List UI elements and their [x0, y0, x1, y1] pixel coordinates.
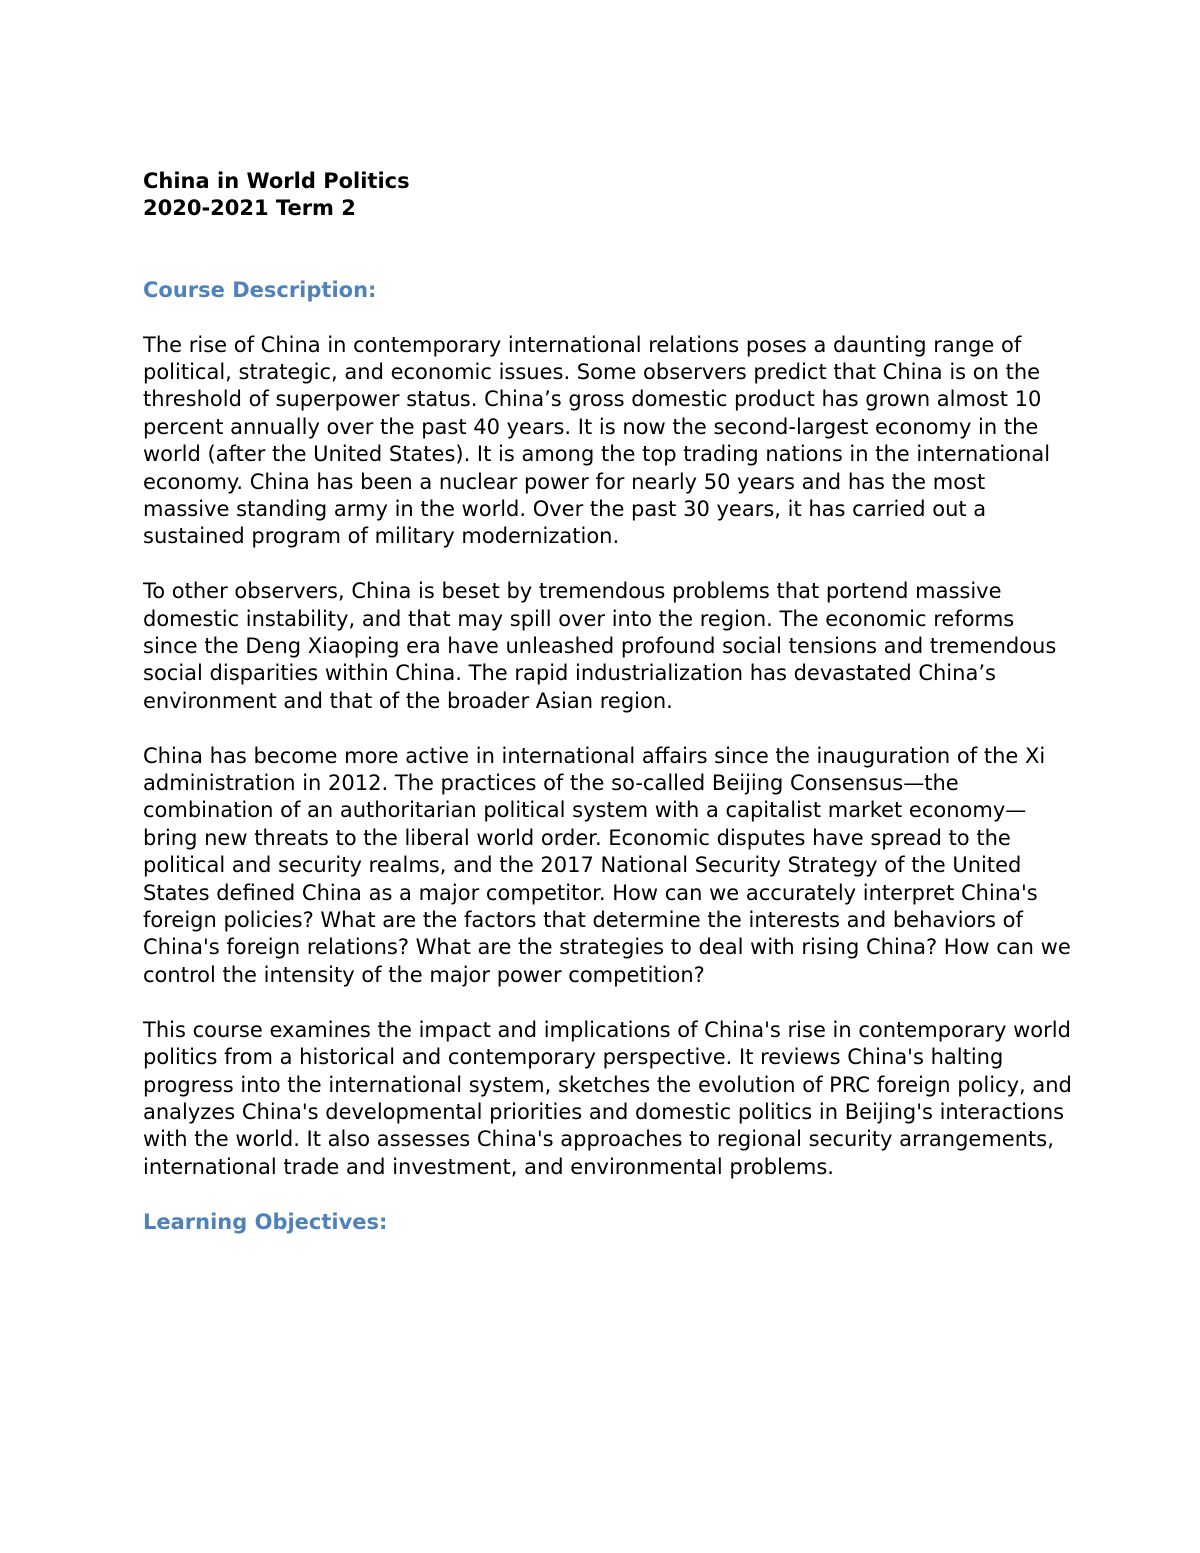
document-body	[143, 168, 1073, 1236]
paragraph-3: China has become more active in international affairs since the inauguration of the Xi administration in 2012. The practices of the so-called Beijing Consensus—the combination of an authoritarian political system with a capitalist market economy—bring new threats to the liberal world order. Economic disputes have spread to the political and security realms, and the 2017 National Security Strategy of the United States defined China as a major competitor. How can we accurately interpret China's foreign policies? What are the factors that determine the interests and behaviors of China's foreign relations? What are the strategies to deal with rising China? How can we control the intensity of the major power competition?	[143, 743, 1071, 987]
course-description-heading: Course Description:	[143, 277, 377, 302]
course-title: China in World Politics	[143, 169, 410, 193]
course-term: 2020-2021 Term 2	[143, 196, 356, 221]
paragraph-4: This course examines the impact and implications of China's rise in contemporary world politics from a historical and contemporary perspective. It reviews China's halting progress into the international system, sketches the evolution of PRC foreign policy, and analyzes China's developmental priorities and domestic politics in Beijing's interactions with the world. It also assesses China's approaches to regional security arrangements, international trade and investment, and environmental problems.	[143, 1017, 1072, 1179]
paragraph-1: The rise of China in contemporary international relations poses a daunting range of political, strategic, and economic issues. Some observers predict that China is on the threshold of superpower status. China’s gross domestic product has grown almost 10 percent annually over the past 40 years. It is now the second-largest economy in the world (after the United States). It is among the top trading nations in the international economy. China has been a nuclear power for nearly 50 years and has the most massive standing army in the world. Over the past 30 years, it has carried out a sustained program of military modernization.	[143, 332, 1051, 549]
paragraph-2: To other observers, China is beset by tremendous problems that portend massive domestic instability, and that may spill over into the region. The economic reforms since the Deng Xiaoping era have unleashed profound social tensions and tremendous social disparities within China. The rapid industrialization has devastated China’s environment and that of the broader Asian region.	[143, 579, 1057, 713]
learning-objectives-heading: Learning Objectives:	[143, 1209, 388, 1234]
